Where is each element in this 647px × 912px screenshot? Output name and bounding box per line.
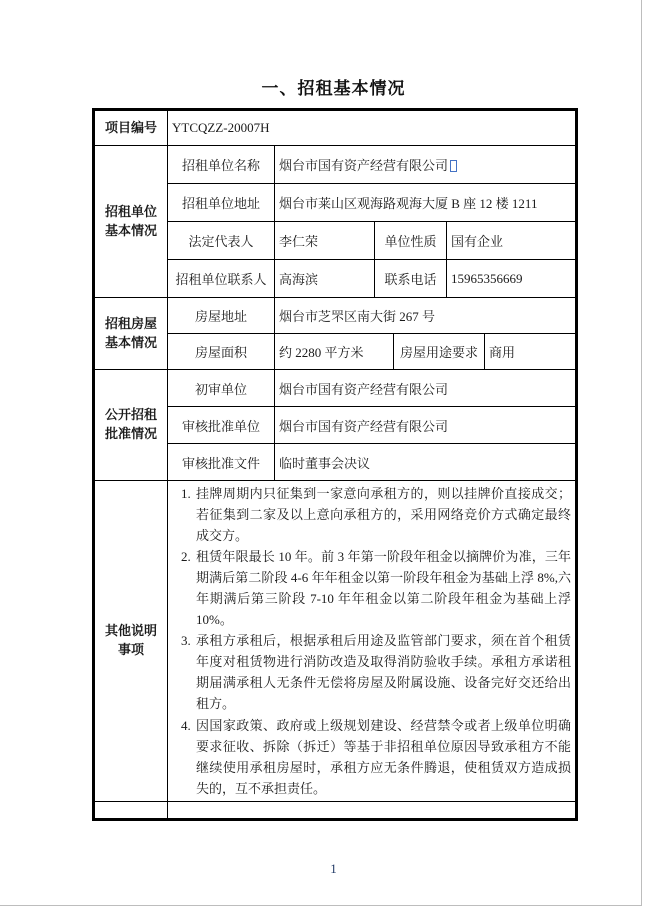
note-item-4: 4. 因国家政策、政府或上级规划建设、经营禁令或者上级单位明确要求征收、拆除（拆迁）等基于非招租单位原因导致承租方不能继续使用承租房屋时，承租方应无条件腾退，使租赁双方造成损失的，互不承担责任。 (194, 715, 571, 799)
unit-contact-value: 高海滨 (275, 260, 375, 298)
section-label-line: 其他说明 (104, 623, 157, 638)
table-row (94, 110, 577, 146)
house-use-label: 房屋用途要求 (394, 334, 485, 370)
page-title: 一、招租基本情况 (261, 79, 406, 98)
initial-review-value: 烟台市国有资产经营有限公司 (275, 370, 577, 407)
note-item-2: 2. 租赁年限最长 10 年。前 3 年第一阶段年租金以摘牌价为准，三年期满后第二阶段 4-6 年年租金以第一阶段年租金为基础上浮 8%,六年期满后第三阶段 7-10 年年租金以第二阶段年租金为基础上浮 10%。 (194, 546, 571, 630)
unit-name-value (275, 146, 577, 184)
section-label-house (94, 298, 168, 370)
unit-name-text: 烟台市国有资产经营有限公司 (279, 158, 449, 173)
house-address-label: 房屋地址 (168, 298, 275, 334)
legal-rep-label: 法定代表人 (168, 222, 275, 260)
empty-cell (94, 801, 168, 819)
section-label-line: 公开招租 (104, 407, 157, 423)
table-row (94, 298, 577, 334)
unit-nature-value: 国有企业 (447, 222, 577, 260)
review-unit-value: 烟台市国有资产经营有限公司 (275, 407, 577, 444)
legal-rep-value: 李仁荣 (275, 222, 375, 260)
table-row (94, 370, 577, 407)
table-row (94, 481, 577, 802)
unit-nature-label: 单位性质 (375, 222, 447, 260)
section-label-unit (94, 146, 168, 298)
section-label-line: 基本情况 (104, 222, 157, 238)
section-label-other (94, 481, 168, 802)
section-label-line: 事项 (117, 641, 144, 657)
unit-address-value: 烟台市莱山区观海路观海大厦 B 座 12 楼 1211 (275, 184, 577, 222)
unit-name-label: 招租单位名称 (168, 146, 275, 184)
empty-cell (168, 801, 577, 819)
section-label-line: 招租房屋 (104, 315, 157, 331)
note-item-3: 3. 承租方承租后，根据承租后用途及监管部门要求，须在首个租赁年度对租赁物进行消防改造及取得消防验收手续。承租方承诺租期届满承租人无条件无偿将房屋及附属设施、设备完好交还给出租方。 (194, 630, 571, 714)
other-notes-list (172, 483, 571, 799)
section-label-line: 批准情况 (104, 426, 157, 441)
phone-label: 联系电话 (375, 260, 447, 298)
review-unit-label: 审核批准单位 (168, 407, 275, 444)
section-label-approval (94, 370, 168, 481)
blue-box-artifact (450, 160, 457, 172)
review-doc-label: 审核批准文件 (168, 444, 275, 481)
table-row-empty (94, 801, 577, 819)
review-doc-value: 临时董事会决议 (275, 444, 577, 481)
note-item-1: 1. 挂牌周期内只征集到一家意向承租方的，则以挂牌价直接成交；若征集到二家及以上意向承租方的，采用网络竞价方式确定最终成交方。 (194, 483, 571, 546)
phone-value: 15965356669 (447, 260, 577, 298)
unit-contact-label: 招租单位联系人 (168, 260, 275, 298)
house-use-value: 商用 (485, 334, 577, 370)
other-notes-cell (168, 481, 577, 802)
section-label-line: 基本情况 (104, 334, 157, 350)
initial-review-label: 初审单位 (168, 370, 275, 407)
project-number-value: YTCQZZ-20007H (168, 110, 577, 146)
unit-address-label: 招租单位地址 (168, 184, 275, 222)
house-address-value: 烟台市芝罘区南大街 267 号 (275, 298, 577, 334)
house-area-label: 房屋面积 (168, 334, 275, 370)
table-row (94, 146, 577, 184)
house-area-value: 约 2280 平方米 (275, 334, 394, 370)
section-label-line: 招租单位 (104, 203, 157, 219)
project-number-label: 项目编号 (94, 110, 168, 146)
rental-info-table (92, 108, 578, 821)
page-number: 1 (330, 860, 337, 876)
